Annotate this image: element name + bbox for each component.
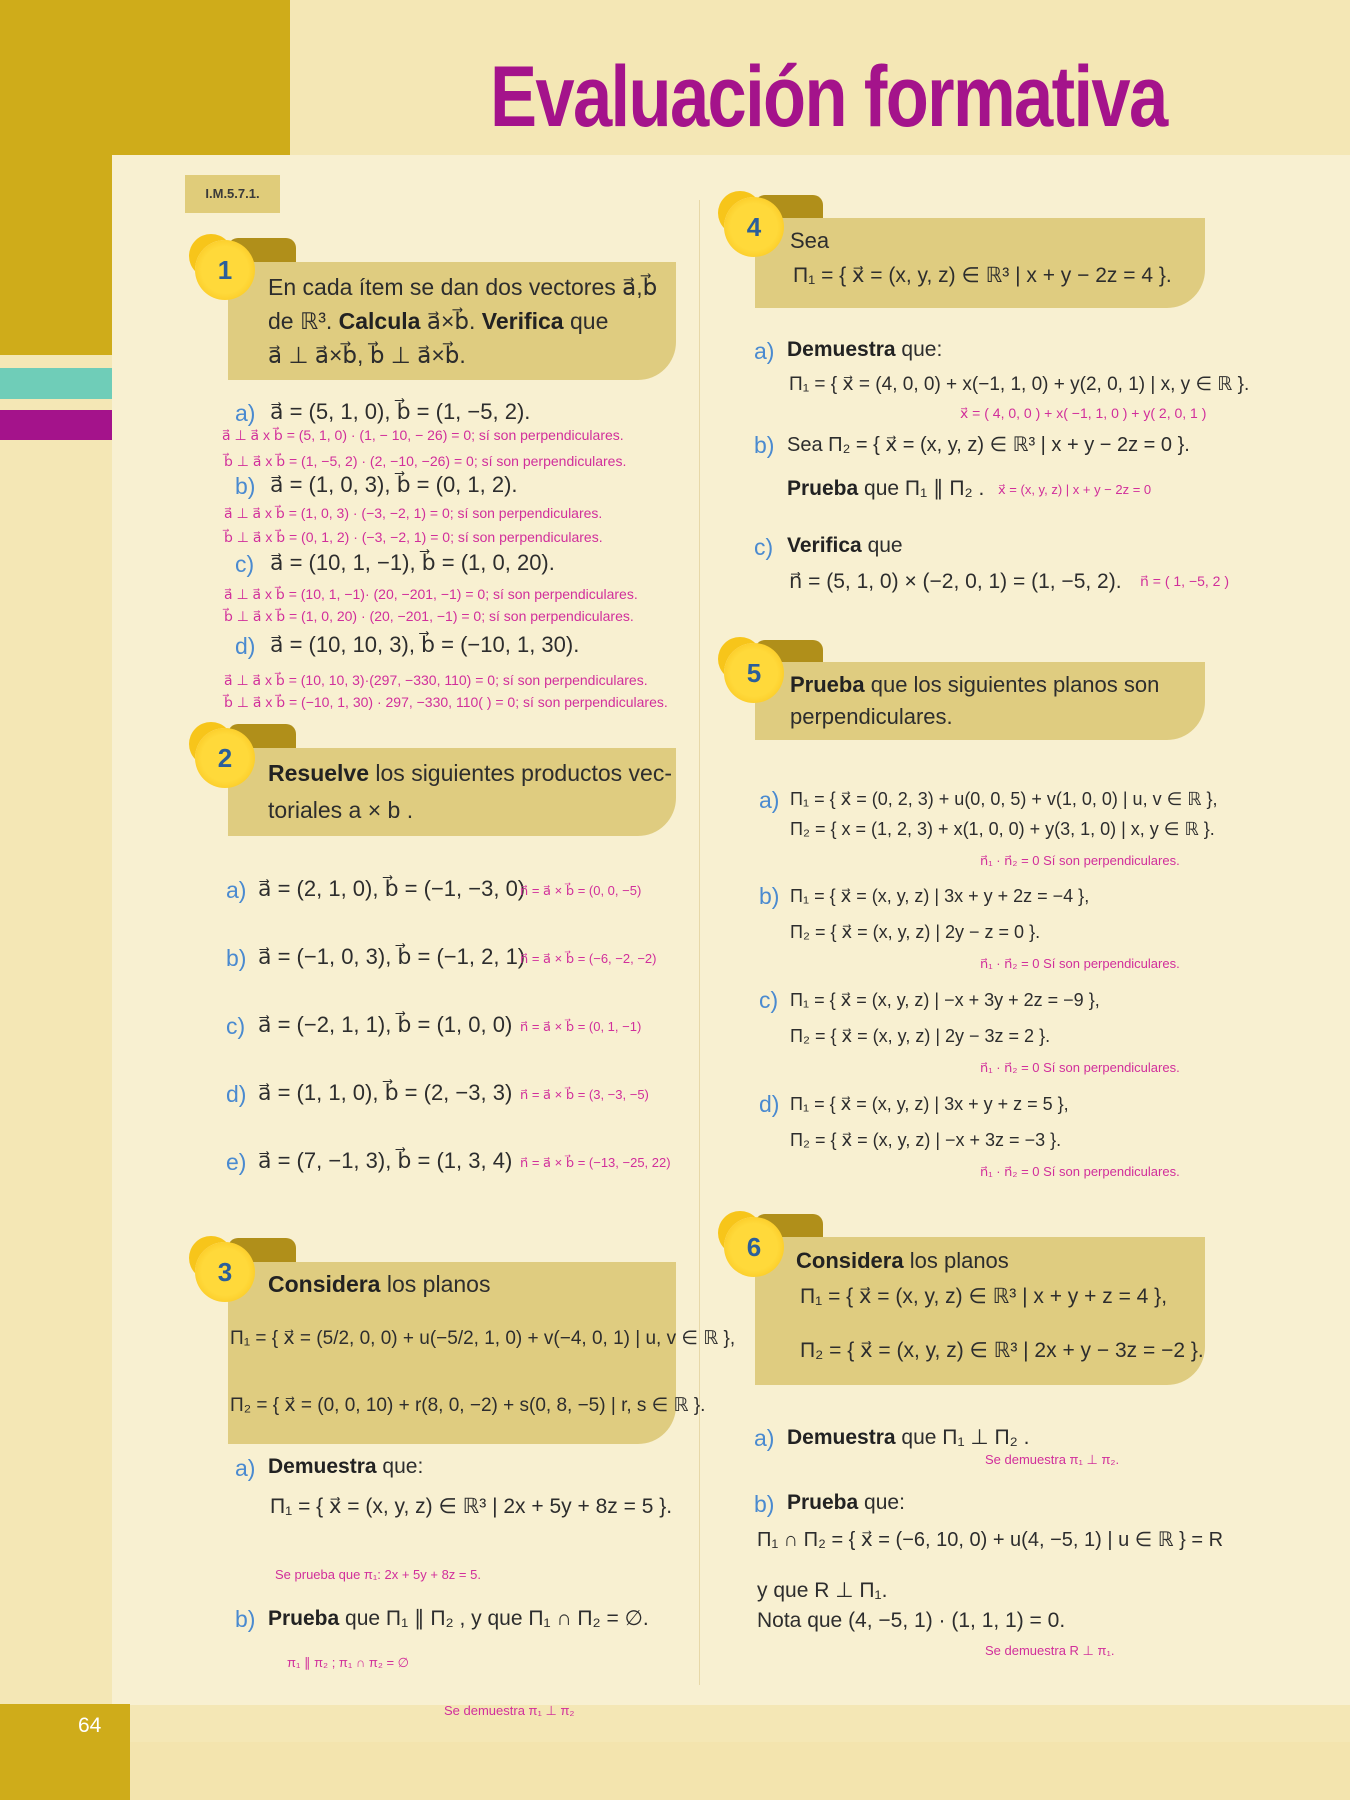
ex4-b-text: Sea Π₂ = { x⃗ = (x, y, z) ∈ ℝ³ | x + y − 2z = 0 }. bbox=[787, 434, 1190, 456]
ex4-c-answer: n⃗ = ( 1, −5, 2 ) bbox=[1140, 573, 1230, 589]
ex6-a-answer: Se demuestra π₁ ⊥ π₂. bbox=[985, 1452, 1120, 1467]
ex2-item-label: d) bbox=[226, 1081, 247, 1107]
ex5-item-label: d) bbox=[759, 1091, 780, 1117]
ex2-stmt-line1: Resuelve los siguientes productos vec- bbox=[268, 760, 673, 786]
ex4-b-label: b) bbox=[754, 432, 775, 458]
ex6-b-answer: Se demuestra R ⊥ π₁. bbox=[985, 1643, 1115, 1658]
ex2-item-text: a⃗ = (−2, 1, 1), b⃗ = (1, 0, 0) bbox=[258, 1012, 513, 1037]
ex1-answer: a⃗ ⊥ a⃗ x b⃗ = (10, 10, 3)·(297, −330, 110) = 0; sí son perpendiculares. bbox=[224, 672, 648, 688]
ex5-stmt-line2: perpendiculares. bbox=[790, 704, 953, 729]
ex1-answer: a⃗ ⊥ a⃗ x b⃗ = (10, 1, −1)· (20, −201, −1) = 0; sí son perpendiculares. bbox=[224, 586, 638, 602]
ex2-item-label: a) bbox=[226, 877, 247, 903]
ex2-item-label: b) bbox=[226, 945, 247, 971]
ex6-number: 6 bbox=[724, 1217, 784, 1277]
bottom-band bbox=[130, 1742, 1350, 1800]
ex1-answer: b⃗ ⊥ a⃗ x b⃗ = (−10, 1, 30) · 297, −330, 110( ) = 0; sí son perpendiculares. bbox=[224, 694, 668, 710]
ex5-item-plane2: Π₂ = { x⃗ = (x, y, z) | 2y − 3z = 2 }. bbox=[790, 1026, 1051, 1046]
ex1-item-text: a⃗ = (10, 1, −1), b⃗ = (1, 0, 20). bbox=[270, 550, 555, 575]
ex6-stmt: Considera los planos bbox=[796, 1248, 1009, 1273]
ex2-item-text: a⃗ = (2, 1, 0), b⃗ = (−1, −3, 0) bbox=[258, 876, 526, 901]
ex1-answer: b⃗ ⊥ a⃗ x b⃗ = (0, 1, 2) · (−3, −2, 1) = 0; sí son perpendiculares. bbox=[224, 529, 603, 545]
ex4-number: 4 bbox=[724, 197, 784, 257]
ex5-item-plane2: Π₂ = { x⃗ = (x, y, z) | −x + 3z = −3 }. bbox=[790, 1130, 1062, 1150]
ex3-a-label: a) bbox=[235, 1455, 256, 1481]
ex1-item-text: a⃗ = (10, 10, 3), b⃗ = (−10, 1, 30). bbox=[270, 632, 580, 657]
ex6-b-stmt: Prueba que: bbox=[787, 1491, 905, 1514]
ex5-item-label: b) bbox=[759, 883, 780, 909]
ex3-a-formula: Π₁ = { x⃗ = (x, y, z) ∈ ℝ³ | 2x + 5y + 8z = 5 }. bbox=[270, 1495, 673, 1518]
ex1-item-label: d) bbox=[235, 633, 256, 659]
ex2-item-text: a⃗ = (1, 1, 0), b⃗ = (2, −3, 3) bbox=[258, 1080, 513, 1105]
page-number: 64 bbox=[78, 1714, 102, 1737]
ex4-b-answer: x⃗ = (x, y, z) | x + y − 2z = 0 bbox=[998, 482, 1152, 497]
ex2-answer: n⃗ = a⃗ × b⃗ = (−13, −25, 22) bbox=[520, 1155, 671, 1170]
ex2-answer: n⃗ = a⃗ × b⃗ = (−6, −2, −2) bbox=[520, 951, 657, 966]
ex5-item-answer: n⃗₁ · n⃗₂ = 0 Sí son perpendiculares. bbox=[980, 853, 1180, 868]
ex6-a-label: a) bbox=[754, 1425, 775, 1451]
ex5-item-label: a) bbox=[759, 787, 780, 813]
ex4-a-formula: Π₁ = { x⃗ = (4, 0, 0) + x(−1, 1, 0) + y(2, 0, 1) | x, y ∈ ℝ }. bbox=[789, 374, 1250, 395]
ex6-a-stmt: Demuestra que Π₁ ⊥ Π₂ . bbox=[787, 1426, 1030, 1449]
ex4-stmt-formula: Π₁ = { x⃗ = (x, y, z) ∈ ℝ³ | x + y − 2z = 4 }. bbox=[793, 264, 1172, 287]
page-number-box bbox=[0, 1704, 130, 1800]
decor-teal-stripe bbox=[0, 368, 112, 399]
ex1-stmt-line1: En cada ítem se dan dos vectores a⃗,b⃗ bbox=[268, 274, 658, 300]
ex5-item-answer: n⃗₁ · n⃗₂ = 0 Sí son perpendiculares. bbox=[980, 1060, 1180, 1075]
ex3-number: 3 bbox=[195, 1242, 255, 1302]
ex1-stmt-line2: de ℝ³. Calcula a⃗×b⃗. Verifica que bbox=[268, 308, 609, 334]
ex1-answer: a⃗ ⊥ a⃗ x b⃗ = (5, 1, 0) · (1, − 10, − 26) = 0; sí son perpendiculares. bbox=[222, 427, 624, 443]
ex2-item-label: c) bbox=[226, 1013, 246, 1039]
ex2-item-text: a⃗ = (−1, 0, 3), b⃗ = (−1, 2, 1) bbox=[258, 944, 526, 969]
ex5-item-plane2: Π₂ = { x = (1, 2, 3) + x(1, 0, 0) + y(3, 1, 0) | x, y ∈ ℝ }. bbox=[790, 819, 1215, 839]
ex3-a-stmt: Demuestra que: bbox=[268, 1455, 424, 1478]
ex4-c-stmt: Verifica que bbox=[787, 534, 903, 557]
ex5-item-answer: n⃗₁ · n⃗₂ = 0 Sí son perpendiculares. bbox=[980, 956, 1180, 971]
ex6-b-line2: y que R ⊥ Π₁. bbox=[757, 1579, 888, 1602]
ex1-answer: b⃗ ⊥ a⃗ x b⃗ = (1, −5, 2) · (2, −10, −26) = 0; sí son perpendiculares. bbox=[224, 453, 627, 469]
ex3-plane2: Π₂ = { x⃗ = (0, 0, 10) + r(8, 0, −2) + s(0, 8, −5) | r, s ∈ ℝ }. bbox=[230, 1395, 706, 1416]
ex5-item-answer: n⃗₁ · n⃗₂ = 0 Sí son perpendiculares. bbox=[980, 1164, 1180, 1179]
ex1-answer: a⃗ ⊥ a⃗ x b⃗ = (1, 0, 3) · (−3, −2, 1) = 0; sí son perpendiculares. bbox=[224, 505, 603, 521]
ex3-bottom-answer: Se demuestra π₁ ⊥ π₂ bbox=[444, 1703, 575, 1718]
ex5-number: 5 bbox=[724, 643, 784, 703]
ex2-answer: n⃗ = a⃗ × b⃗ = (0, 1, −1) bbox=[520, 1019, 642, 1034]
column-divider bbox=[699, 200, 700, 1685]
ex3-plane1: Π₁ = { x⃗ = (5/2, 0, 0) + u(−5/2, 1, 0) + v(−4, 0, 1) | u, v ∈ ℝ }, bbox=[230, 1328, 736, 1349]
curriculum-code: I.M.5.7.1. bbox=[185, 175, 280, 213]
ex6-plane2: Π₂ = { x⃗ = (x, y, z) ∈ ℝ³ | 2x + y − 3z = −2 }. bbox=[800, 1339, 1204, 1362]
ex5-item-plane1: Π₁ = { x⃗ = (0, 2, 3) + u(0, 0, 5) + v(1, 0, 0) | u, v ∈ ℝ }, bbox=[790, 789, 1218, 809]
ex4-a-label: a) bbox=[754, 338, 775, 364]
ex2-answer: n⃗ = a⃗ × b⃗ = (3, −3, −5) bbox=[520, 1087, 649, 1102]
ex6-b-label: b) bbox=[754, 1491, 775, 1517]
ex4-a-stmt: Demuestra que: bbox=[787, 338, 943, 361]
ex1-stmt-line3: a⃗ ⊥ a⃗×b⃗, b⃗ ⊥ a⃗×b⃗. bbox=[268, 342, 466, 368]
ex1-answer: b⃗ ⊥ a⃗ x b⃗ = (1, 0, 20) · (20, −201, −1) = 0; sí son perpendiculares. bbox=[224, 608, 634, 624]
ex5-item-plane1: Π₁ = { x⃗ = (x, y, z) | 3x + y + 2z = −4 }, bbox=[790, 886, 1090, 906]
ex2-item-text: a⃗ = (7, −1, 3), b⃗ = (1, 3, 4) bbox=[258, 1148, 513, 1173]
ex5-item-plane1: Π₁ = { x⃗ = (x, y, z) | −x + 3y + 2z = −9 }, bbox=[790, 990, 1100, 1010]
ex1-item-text: a⃗ = (5, 1, 0), b⃗ = (1, −5, 2). bbox=[270, 399, 531, 424]
ex5-item-plane1: Π₁ = { x⃗ = (x, y, z) | 3x + y + z = 5 }, bbox=[790, 1094, 1069, 1114]
ex3-b-stmt: Prueba que Π₁ ∥ Π₂ , y que Π₁ ∩ Π₂ = ∅. bbox=[268, 1607, 649, 1630]
ex2-answer: n⃗ = a⃗ × b⃗ = (0, 0, −5) bbox=[520, 883, 642, 898]
ex5-item-plane2: Π₂ = { x⃗ = (x, y, z) | 2y − z = 0 }. bbox=[790, 922, 1041, 942]
ex1-item-label: a) bbox=[235, 400, 256, 426]
ex3-b-label: b) bbox=[235, 1606, 256, 1632]
ex1-item-label: c) bbox=[235, 551, 255, 577]
ex4-c-formula: n⃗ = (5, 1, 0) × (−2, 0, 1) = (1, −5, 2). bbox=[789, 570, 1122, 593]
ex4-c-label: c) bbox=[754, 534, 774, 560]
ex1-item-text: a⃗ = (1, 0, 3), b⃗ = (0, 1, 2). bbox=[270, 472, 518, 497]
ex4-b-stmt: Prueba que Π₁ ∥ Π₂ . bbox=[787, 477, 985, 500]
ex4-stmt-line1: Sea bbox=[790, 228, 830, 253]
ex5-item-label: c) bbox=[759, 987, 779, 1013]
ex6-plane1: Π₁ = { x⃗ = (x, y, z) ∈ ℝ³ | x + y + z = 4 }, bbox=[800, 1285, 1168, 1308]
ex2-number: 2 bbox=[195, 728, 255, 788]
ex2-stmt-line2: toriales a × b . bbox=[268, 797, 414, 823]
page-title: Evaluación formativa bbox=[490, 49, 1167, 145]
ex1-item-label: b) bbox=[235, 473, 256, 499]
ex4-a-answer: x⃗ = ( 4, 0, 0 ) + x( −1, 1, 0 ) + y( 2, 0, 1 ) bbox=[960, 405, 1207, 421]
ex6-b-line3: Nota que (4, −5, 1) · (1, 1, 1) = 0. bbox=[757, 1609, 1066, 1632]
ex3-a-answer: Se prueba que π₁: 2x + 5y + 8z = 5. bbox=[275, 1567, 481, 1582]
ex6-b-formula: Π₁ ∩ Π₂ = { x⃗ = (−6, 10, 0) + u(4, −5, 1) | u ∈ ℝ } = R bbox=[757, 1529, 1224, 1551]
ex3-stmt: Considera los planos bbox=[268, 1271, 491, 1297]
ex1-number: 1 bbox=[195, 240, 255, 300]
decor-magenta-stripe bbox=[0, 410, 112, 440]
ex5-stmt-line1: Prueba que los siguientes planos son bbox=[790, 672, 1160, 697]
ex3-b-answer: π₁ ∥ π₂ ; π₁ ∩ π₂ = ∅ bbox=[287, 1655, 410, 1670]
ex2-item-label: e) bbox=[226, 1149, 247, 1175]
